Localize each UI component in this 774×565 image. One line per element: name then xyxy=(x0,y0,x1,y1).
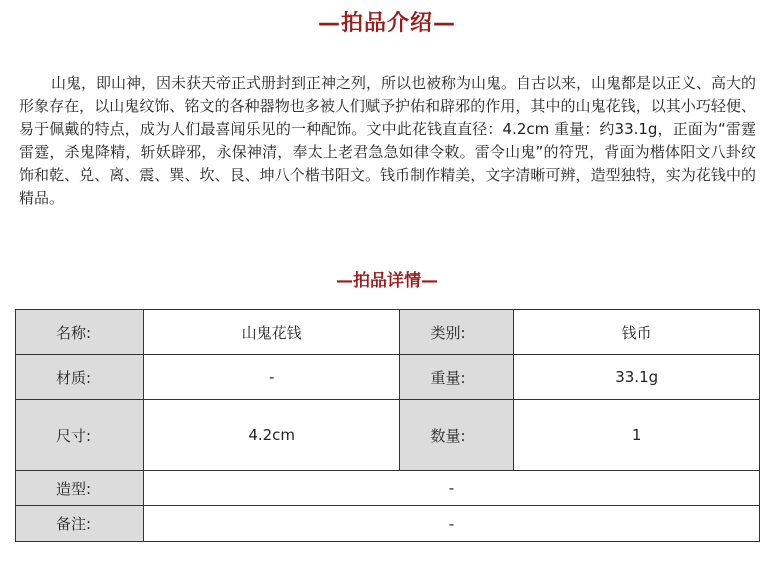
table-row xyxy=(16,471,760,506)
details-table xyxy=(15,309,760,542)
weight-label: 重量: xyxy=(400,355,514,400)
table-row xyxy=(16,310,760,355)
size-label: 尺寸: xyxy=(16,400,144,471)
quantity-label: 数量: xyxy=(400,400,514,471)
size-value: 4.2cm xyxy=(143,400,400,471)
table-row xyxy=(16,355,760,400)
name-value: 山鬼花钱 xyxy=(143,310,400,355)
details-title: —拍品详情— xyxy=(336,271,438,291)
name-label: 名称: xyxy=(16,310,144,355)
intro-title: —拍品介绍— xyxy=(317,11,456,36)
remark-value: - xyxy=(143,506,759,542)
category-label: 类别: xyxy=(400,310,514,355)
table-row xyxy=(16,400,760,471)
quantity-value: 1 xyxy=(514,400,760,471)
shape-value: - xyxy=(143,471,759,506)
weight-value: 33.1g xyxy=(514,355,760,400)
intro-paragraph: 山鬼，即山神，因未获天帝正式册封到正神之列，所以也被称为山鬼。自古以来，山鬼都是以正义、高大的形象存在，以山鬼纹饰、铭文的各种器物也多被人们赋予护佑和辟邪的作用，其中的山鬼花钱，以其小巧轻便、易于佩戴的特点，成为人们最喜闻乐见的一种配饰。文中此花钱直直径：4.2cm 重量：约33.1g，正面为“雷霆雷霆，杀鬼降精，斩妖辟邪，永保神清，奉太上老君急急如律令敕。雷令山鬼”的符咒，背面为楷体阳文八卦纹饰和乾、兑、离、震、巽、坎、艮、坤八个楷书阳文。钱币制作精美，文字清晰可辨，造型独特，实为花钱中的精品。 xyxy=(19,74,757,207)
remark-label: 备注: xyxy=(16,506,144,542)
material-value: - xyxy=(143,355,400,400)
table-row xyxy=(16,506,760,542)
material-label: 材质: xyxy=(16,355,144,400)
shape-label: 造型: xyxy=(16,471,144,506)
category-value: 钱币 xyxy=(514,310,760,355)
